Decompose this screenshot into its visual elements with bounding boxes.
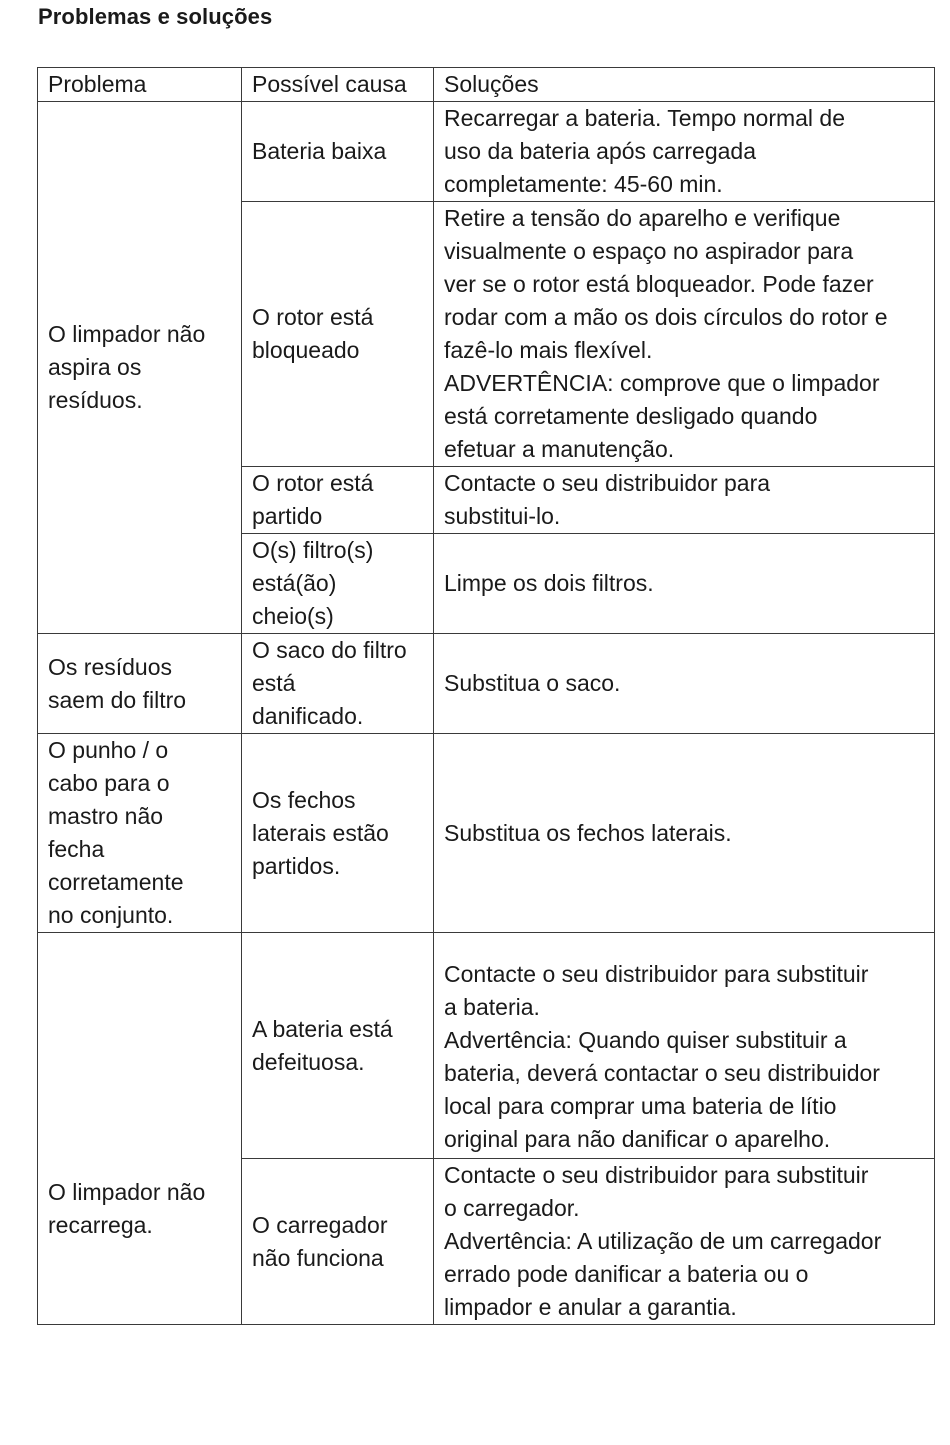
- table-header-row: [38, 68, 935, 102]
- problem-cell: O limpador não aspira os resíduos.: [38, 102, 242, 634]
- table-row: [38, 102, 935, 202]
- header-cause: Possível causa: [242, 68, 434, 102]
- problem-cell: Os resíduos saem do filtro: [38, 634, 242, 734]
- solution-cell: Recarregar a bateria. Tempo normal de uso da bateria após carregada completamente: 45-60 min.: [434, 102, 935, 202]
- cause-cell: O saco do filtro está danificado.: [242, 634, 434, 734]
- cause-cell: A bateria está defeituosa.: [242, 933, 434, 1159]
- solution-cell: Contacte o seu distribuidor para substituir a bateria. Advertência: Quando quiser substituir a bateria, deverá contactar o seu distribuidor local para comprar uma bateria de lítio original para não danificar o aparelho.: [434, 933, 935, 1159]
- solution-cell: Substitua o saco.: [434, 634, 935, 734]
- cause-cell: Bateria baixa: [242, 102, 434, 202]
- solution-cell: Substitua os fechos laterais.: [434, 734, 935, 933]
- solution-cell: Contacte o seu distribuidor para substituir o carregador. Advertência: A utilização de um carregador errado pode danificar a bateria ou o limpador e anular a garantia.: [434, 1159, 935, 1325]
- page-title: Problemas e soluções: [38, 4, 273, 29]
- problem-cell: O punho / o cabo para o mastro não fecha corretamente no conjunto.: [38, 734, 242, 933]
- header-solution: Soluções: [434, 68, 935, 102]
- troubleshooting-table: [37, 67, 935, 1325]
- cause-cell: O rotor está bloqueado: [242, 202, 434, 467]
- cause-cell: Os fechos laterais estão partidos.: [242, 734, 434, 933]
- cause-cell: O(s) filtro(s) está(ão) cheio(s): [242, 534, 434, 634]
- solution-cell: Contacte o seu distribuidor para substitui-lo.: [434, 467, 935, 534]
- table-row: [38, 634, 935, 734]
- table-row: [38, 734, 935, 933]
- problem-cell: O limpador não recarrega.: [38, 933, 242, 1325]
- cause-cell: O carregador não funciona: [242, 1159, 434, 1325]
- cause-cell: O rotor está partido: [242, 467, 434, 534]
- solution-cell: Limpe os dois filtros.: [434, 534, 935, 634]
- header-problem: Problema: [38, 68, 242, 102]
- table-row: [38, 933, 935, 1159]
- solution-cell: Retire a tensão do aparelho e verifique visualmente o espaço no aspirador para ver se o rotor está bloqueador. Pode fazer rodar com a mão os dois círculos do rotor e fazê-lo mais flexível. ADVERTÊNCIA: comprove que o limpador está corretamente desligado quando efetuar a manutenção.: [434, 202, 935, 467]
